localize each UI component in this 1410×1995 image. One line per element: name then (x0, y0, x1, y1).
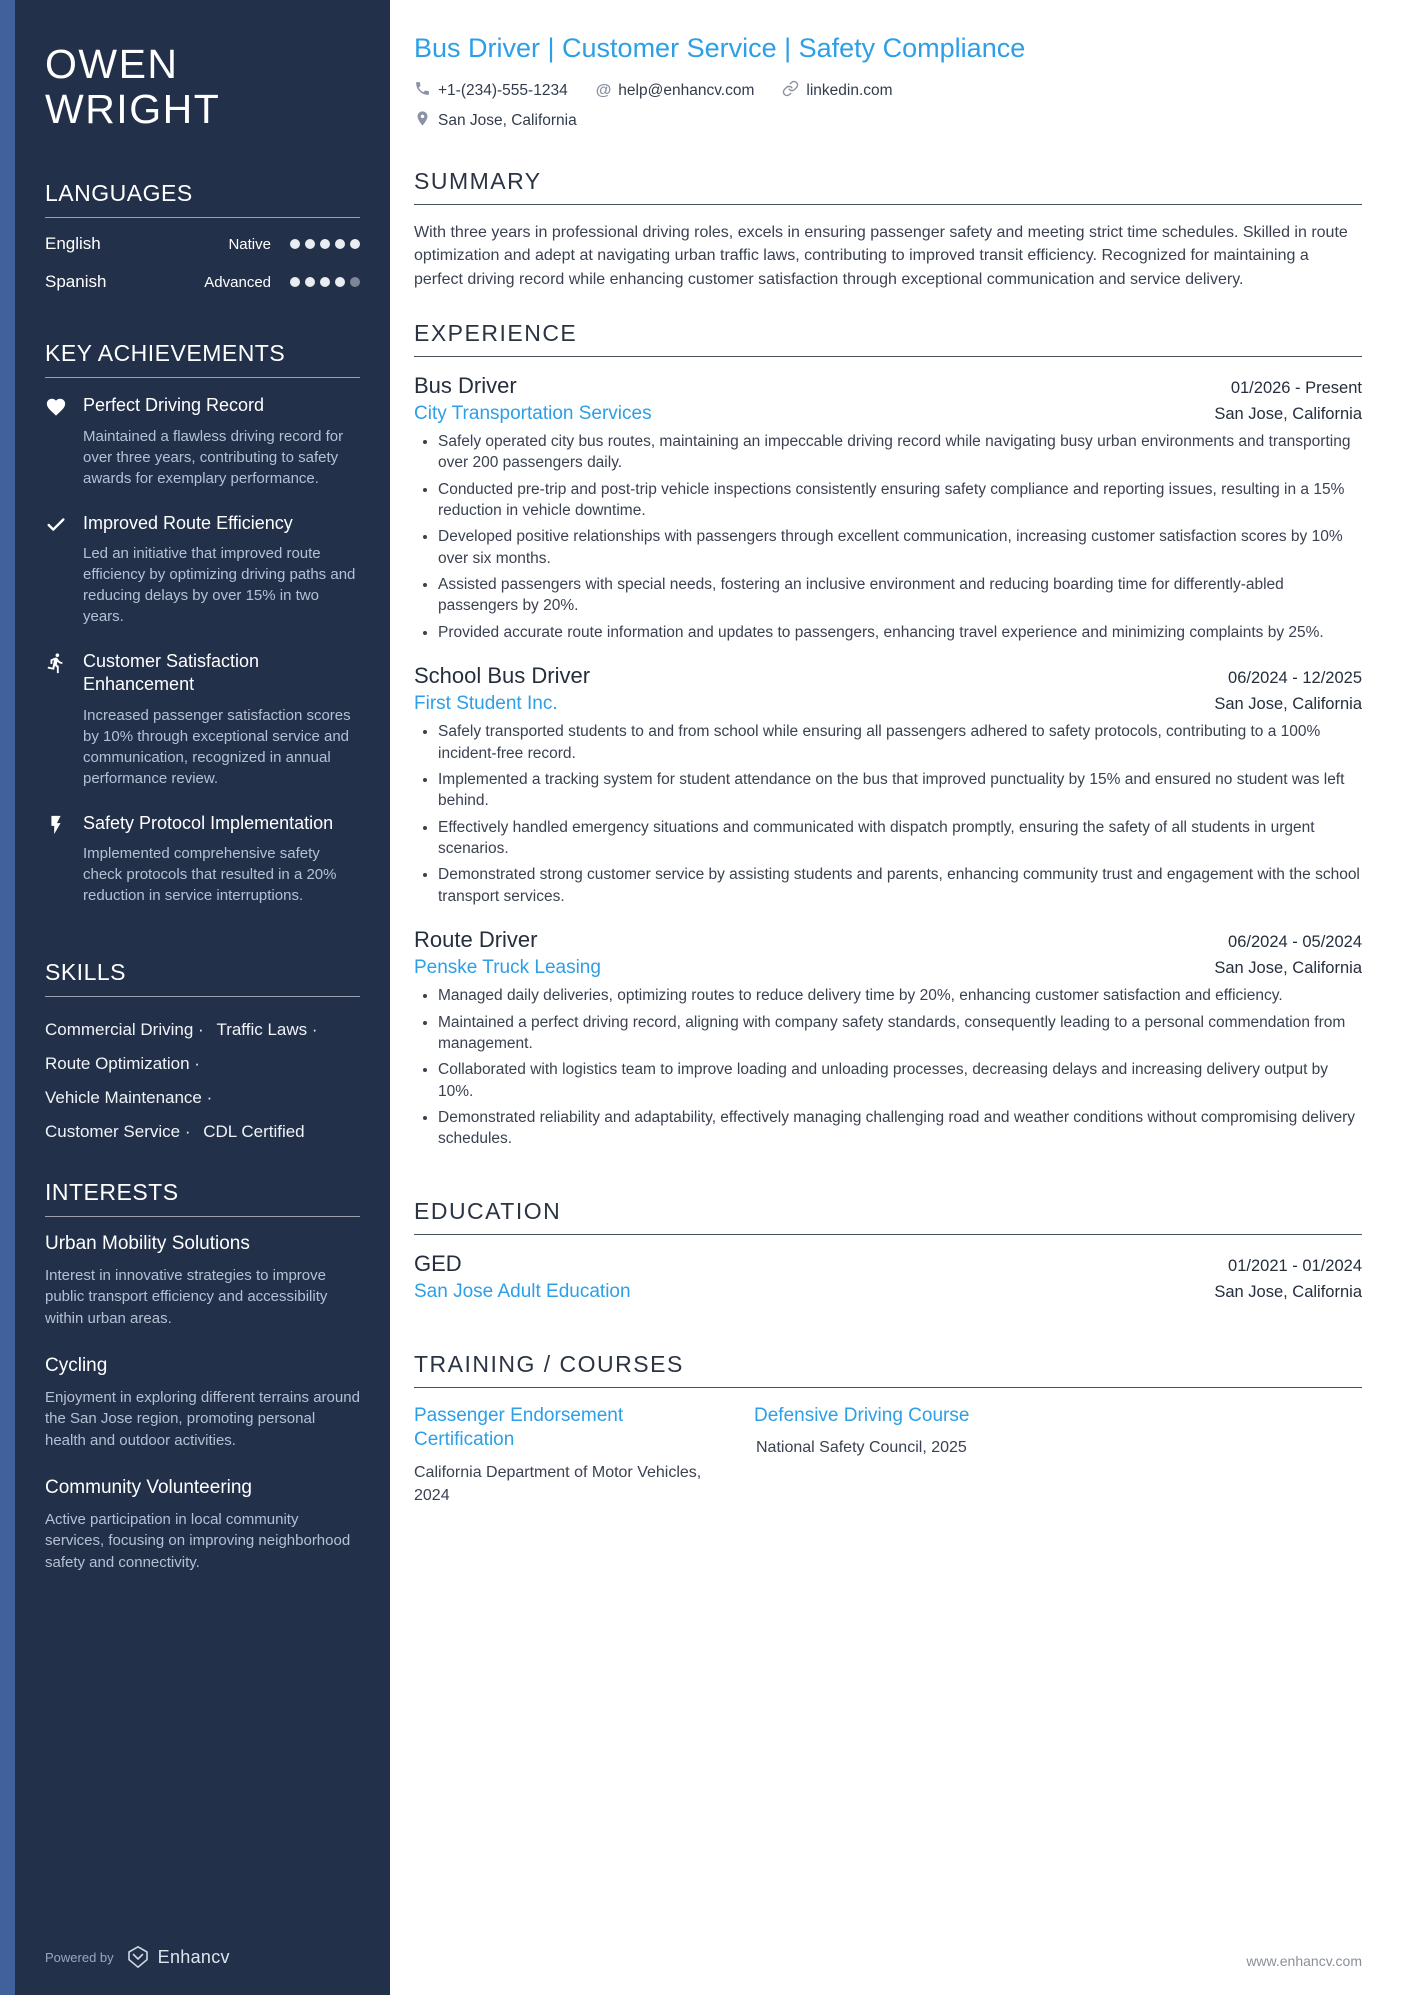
skill-item: Traffic Laws · (216, 1013, 317, 1047)
experience-entry (414, 663, 1362, 907)
achievement-item (45, 512, 360, 627)
job-dates: 06/2024 - 05/2024 (1228, 933, 1362, 952)
interests-heading: INTERESTS (45, 1179, 360, 1217)
contact-location (414, 110, 577, 132)
interests-section (45, 1179, 360, 1599)
job-bullet: • Maintained a perfect driving record, aligning with company safety standards, consequently leading to a personal commendation from management. (438, 1012, 1362, 1055)
experience-entry (414, 927, 1362, 1150)
achievement-title: Customer Satisfaction Enhancement (83, 650, 260, 695)
language-level: Native (228, 235, 271, 253)
course-provider: California Department of Motor Vehicles, 2024 (414, 1464, 702, 1504)
job-bullet: • Demonstrated reliability and adaptability, effectively managing challenging road and weather conditions without compromising delivery schedules. (438, 1107, 1362, 1150)
achievement-title: Improved Route Efficiency (83, 512, 293, 533)
skill-item: Route Optimization · (45, 1047, 200, 1081)
contact-email[interactable] (596, 80, 755, 102)
experience-heading: EXPERIENCE (414, 320, 1362, 357)
achievements-heading: KEY ACHIEVEMENTS (45, 340, 360, 378)
interest-description: Interest in innovative strategies to improve public transport efficiency and accessibility within urban areas. (45, 1267, 328, 1327)
job-title: Bus Driver (414, 372, 517, 398)
job-bullet: • Collaborated with logistics team to improve loading and unloading processes, decreasing delays and increasing delivery output by 10%. (438, 1059, 1362, 1102)
experience-entry (414, 373, 1362, 643)
education-school: San Jose Adult Education (414, 1280, 631, 1302)
achievement-description: Maintained a flawless driving record for over three years, contributing to safety awards for exemplary performance. (83, 427, 344, 487)
language-item (45, 272, 360, 292)
job-header-row (414, 927, 1362, 953)
course-provider: National Safety Council, 2025 (756, 1439, 967, 1457)
job-company: City Transportation Services (414, 402, 652, 424)
achievement-item (45, 650, 360, 789)
achievement-body (83, 512, 360, 627)
check-icon (45, 512, 69, 627)
job-dates: 01/2026 - Present (1230, 378, 1362, 397)
education-heading: EDUCATION (414, 1198, 1362, 1235)
job-bullet: • Provided accurate route information and updates to passengers, enhancing travel experience and minimizing complaints by 25%. (438, 622, 1362, 643)
resume-headline: Bus Driver | Customer Service | Safety Compliance (414, 33, 1026, 63)
achievement-description: Increased passenger satisfaction scores by 10% through exceptional service and communication, recognized in annual performance review. (83, 706, 351, 787)
language-level: Advanced (204, 273, 271, 291)
job-header-row (414, 663, 1362, 689)
interest-title: Urban Mobility Solutions (45, 1233, 250, 1255)
interest-title: Cycling (45, 1355, 108, 1377)
achievements-section (45, 340, 360, 929)
language-proficiency-dots (285, 239, 360, 249)
achievement-description: Implemented comprehensive safety check protocols that resulted in a 20% reduction in service interruptions. (83, 845, 337, 905)
contact-phone-value: +1-(234)-555-1234 (438, 81, 568, 99)
interest-item (45, 1355, 360, 1451)
link-icon (782, 80, 799, 102)
job-dates: 06/2024 - 12/2025 (1228, 669, 1362, 688)
job-company: First Student Inc. (414, 693, 558, 715)
summary-text: With three years in professional driving roles, excels in ensuring passenger safety and meeting strict time schedules. Skilled in route optimization and adept at navigating urban traffic laws, contributing to improved transit efficiency. Recognized for maintaining a perfect driving record while enhancing customer satisfaction through exceptional communication and service delivery. (414, 223, 1348, 289)
job-bullet: • Managed daily deliveries, optimizing routes to reduce delivery time by 20%, enhancing customer satisfaction and efficiency. (438, 985, 1362, 1006)
achievement-body (83, 394, 360, 488)
location-pin-icon (414, 110, 431, 132)
language-proficiency-dots (285, 277, 360, 287)
job-company-row (414, 693, 1362, 715)
contact-email-value[interactable]: help@enhancv.com (618, 81, 755, 99)
main-footer (414, 1953, 1362, 1969)
language-name: English (45, 234, 101, 254)
job-company-row (414, 957, 1362, 979)
job-bullet: • Safely operated city bus routes, maintaining an impeccable driving record while navigating busy urban environments and transporting over 200 passengers daily. (438, 431, 1362, 474)
main-content (390, 0, 1410, 1995)
course-entry (754, 1404, 1362, 1507)
job-bullet: • Effectively handled emergency situations and communicated with dispatch promptly, ensuring the safety of all students in urgent scenarios. (438, 817, 1362, 860)
job-bullet-list (414, 431, 1362, 643)
training-heading: TRAINING / COURSES (414, 1351, 1362, 1388)
languages-heading: LANGUAGES (45, 180, 360, 218)
job-location: San Jose, California (1214, 959, 1362, 978)
job-title: School Bus Driver (414, 663, 591, 689)
job-company-row (414, 403, 1362, 425)
interest-title: Community Volunteering (45, 1476, 252, 1498)
phone-icon (414, 80, 431, 102)
experience-section (414, 320, 1362, 1170)
enhancv-logo-icon (126, 1945, 150, 1969)
contact-link-value[interactable]: linkedin.com (806, 81, 893, 99)
job-header-row (414, 373, 1362, 399)
summary-heading: SUMMARY (414, 168, 1362, 205)
interest-item (45, 1233, 360, 1329)
achievement-title: Safety Protocol Implementation (83, 812, 334, 833)
contact-row-1 (414, 80, 1362, 102)
contact-phone (414, 80, 568, 102)
sidebar-footer (45, 1945, 360, 1969)
job-location: San Jose, California (1214, 404, 1362, 423)
education-degree: GED (414, 1250, 462, 1276)
training-grid (414, 1404, 1362, 1507)
education-section (414, 1198, 1362, 1323)
education-school-row (414, 1281, 1362, 1303)
language-item (45, 234, 360, 254)
achievement-description: Led an initiative that improved route efficiency by optimizing driving paths and reducing delays by over 15% in two years. (83, 544, 356, 625)
skill-item: Customer Service · (45, 1115, 191, 1149)
education-location: San Jose, California (1214, 1282, 1362, 1301)
skill-item: Commercial Driving · (45, 1013, 204, 1047)
achievement-body (83, 812, 360, 906)
job-title: Route Driver (414, 927, 538, 953)
job-bullet-list (414, 721, 1362, 907)
job-bullet: • Demonstrated strong customer service by assisting students and parents, enhancing community trust and engagement with the school transport services. (438, 864, 1362, 907)
email-icon: @ (595, 81, 612, 99)
candidate-name: OWEN WRIGHT (45, 41, 221, 133)
skill-item: Vehicle Maintenance · (45, 1081, 212, 1115)
languages-section (45, 180, 360, 310)
interest-item (45, 1477, 360, 1573)
education-header-row (414, 1251, 1362, 1277)
training-section (414, 1351, 1362, 1507)
summary-section (414, 168, 1362, 292)
contact-location-value: San Jose, California (438, 111, 577, 129)
course-title: Passenger Endorsement Certification (414, 1404, 624, 1451)
enhancv-brand-name: Enhancv (157, 1946, 230, 1967)
bolt-icon (45, 812, 69, 906)
skills-section (45, 959, 360, 1149)
language-name: Spanish (45, 272, 107, 292)
contact-link[interactable] (782, 80, 892, 102)
job-company: Penske Truck Leasing (414, 957, 601, 979)
achievement-body (83, 650, 360, 789)
skills-heading: SKILLS (45, 959, 360, 997)
interest-description: Active participation in local community services, focusing on improving neighborhood safety and connectivity. (45, 1510, 351, 1571)
job-bullet: • Implemented a tracking system for student attendance on the bus that improved punctuality by 15% and ensured no student was left behind. (438, 769, 1362, 812)
runner-icon (45, 650, 69, 789)
job-bullet: • Safely transported students to and from school while ensuring all passengers adhered to safety protocols, contributing to a 100% incident-free record. (438, 721, 1362, 764)
course-title: Defensive Driving Course (754, 1404, 970, 1426)
education-dates: 01/2021 - 01/2024 (1228, 1256, 1362, 1275)
course-entry (414, 1404, 724, 1507)
skills-list (45, 1013, 345, 1149)
achievement-item (45, 812, 360, 906)
job-bullet-list (414, 985, 1362, 1150)
job-bullet: • Conducted pre-trip and post-trip vehicle inspections consistently ensuring safety compliance and reporting issues, resulting in a 15% reduction in vehicle downtime. (438, 479, 1362, 522)
sidebar (0, 0, 390, 1995)
achievement-item (45, 394, 360, 488)
skill-item: CDL Certified (203, 1122, 305, 1142)
enhancv-logo[interactable] (126, 1945, 230, 1969)
job-location: San Jose, California (1214, 695, 1362, 714)
heart-icon (45, 394, 69, 488)
education-entry (414, 1251, 1362, 1303)
interest-description: Enjoyment in exploring different terrains around the San Jose region, promoting personal health and outdoor activities. (45, 1389, 360, 1449)
job-bullet: • Developed positive relationships with passengers through excellent communication, increasing customer satisfaction scores by 10% over six months. (438, 526, 1362, 569)
enhancv-url[interactable]: www.enhancv.com (1246, 1953, 1362, 1969)
achievement-title: Perfect Driving Record (83, 395, 265, 416)
job-bullet: • Assisted passengers with special needs, fostering an inclusive environment and reducing boarding time for differently-abled passengers by 20%. (438, 574, 1362, 617)
powered-by-label: Powered by (45, 1949, 114, 1965)
contact-row-2 (414, 110, 1362, 132)
